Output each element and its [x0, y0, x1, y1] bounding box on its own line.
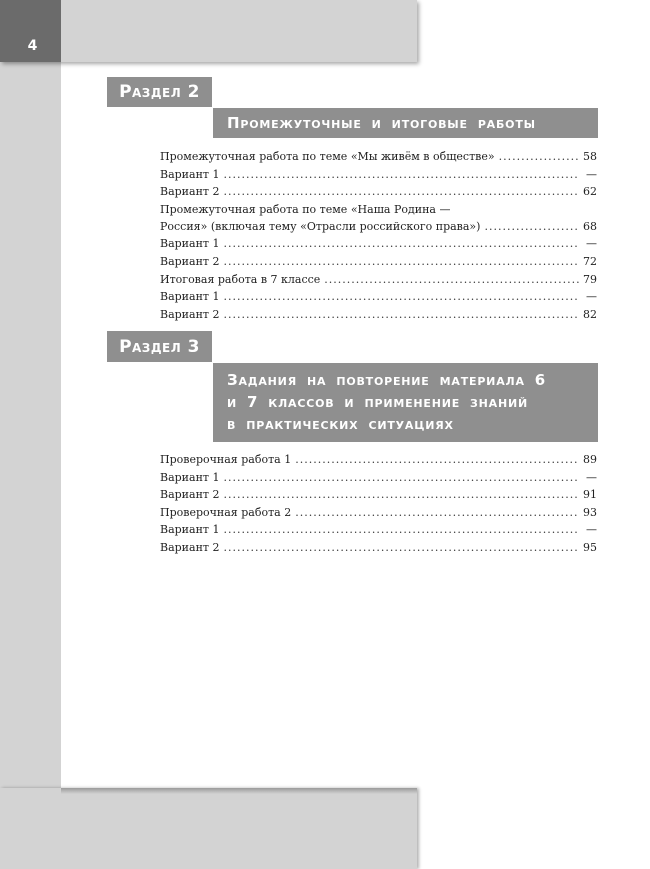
entry-title: Проверочная работа 2	[160, 505, 292, 519]
entry-title: Вариант 2	[160, 254, 220, 268]
dot-leader	[224, 185, 580, 198]
toc-entry-line1[interactable]	[160, 203, 597, 220]
entry-title: Вариант 1	[160, 523, 220, 537]
toc-entry[interactable]	[160, 237, 597, 255]
bottom-margin-band	[0, 788, 417, 869]
entry-page: —	[586, 167, 597, 181]
entry-title: Вариант 1	[160, 470, 220, 484]
entry-title: Промежуточная работа по теме «Мы живём в обществе»	[160, 150, 495, 163]
entry-title: Россия» (включая тему «Отрасли российского права»)	[160, 219, 481, 233]
entry-page: 93	[583, 505, 597, 519]
dot-leader	[324, 273, 579, 286]
toc-entry[interactable]	[160, 290, 597, 308]
entry-page: 79	[583, 272, 597, 286]
entry-title: Проверочная работа 1	[160, 453, 292, 466]
toc-entry[interactable]	[160, 523, 597, 541]
entry-page: —	[586, 470, 597, 484]
entry-title: Вариант 1	[160, 237, 220, 251]
entry-page: 82	[583, 307, 597, 321]
entry-title: Вариант 2	[160, 307, 220, 321]
toc-entry[interactable]	[160, 273, 597, 291]
entry-page: 72	[583, 254, 597, 268]
dot-leader	[295, 506, 579, 519]
entry-page: —	[586, 237, 597, 251]
toc-entry[interactable]	[160, 308, 597, 326]
entry-title-line1: Промежуточная работа по теме «Наша Родина —	[160, 202, 451, 216]
entry-page: 91	[583, 488, 597, 502]
dot-leader	[224, 168, 580, 181]
dot-leader	[224, 541, 580, 554]
dot-leader	[224, 471, 580, 484]
section-title-line: Задания на повторение материала 6	[227, 371, 547, 389]
toc-entry[interactable]	[160, 220, 597, 238]
toc-entry[interactable]	[160, 471, 597, 489]
entry-page: —	[586, 290, 597, 304]
toc-entry[interactable]	[160, 488, 597, 506]
page-number: 4	[27, 38, 38, 54]
dot-leader	[499, 150, 579, 163]
toc-entry[interactable]	[160, 255, 597, 273]
section-3-title	[213, 363, 598, 442]
entry-page: 68	[583, 219, 597, 233]
dot-leader	[484, 220, 579, 233]
entry-page: —	[586, 523, 597, 537]
entry-title: Итоговая работа в 7 классе	[160, 272, 321, 286]
section-3-label: Раздел 3	[107, 331, 212, 362]
dot-leader	[224, 308, 580, 321]
page-number-box	[0, 0, 61, 62]
toc-entry[interactable]	[160, 453, 597, 471]
entry-title: Вариант 2	[160, 488, 220, 502]
section-2-label: Раздел 2	[107, 77, 212, 107]
left-margin-band	[0, 0, 61, 869]
entry-title: Вариант 1	[160, 167, 220, 181]
dot-leader	[295, 453, 579, 466]
entry-title: Вариант 1	[160, 290, 220, 304]
section-title-line: Промежуточные и итоговые работы	[227, 114, 536, 132]
entry-page: 89	[583, 453, 597, 466]
entry-page: 95	[583, 540, 597, 554]
dot-leader	[224, 488, 580, 501]
section-title-line: и 7 классов и применение знаний	[227, 393, 529, 411]
dot-leader	[224, 237, 580, 250]
toc-entry[interactable]	[160, 541, 597, 559]
section-title-line: в практических ситуациях	[227, 415, 454, 433]
dot-leader	[224, 290, 580, 303]
toc-entry[interactable]	[160, 185, 597, 203]
entry-title: Вариант 2	[160, 540, 220, 554]
entry-page: 58	[583, 150, 597, 163]
dot-leader	[224, 255, 580, 268]
section-2-toc	[160, 150, 597, 325]
entry-title: Вариант 2	[160, 185, 220, 199]
section-2-title	[213, 108, 598, 138]
toc-entry[interactable]	[160, 168, 597, 186]
bottom-shadow	[61, 788, 417, 794]
toc-entry[interactable]	[160, 150, 597, 168]
toc-entry[interactable]	[160, 506, 597, 524]
entry-page: 62	[583, 185, 597, 199]
section-3-toc	[160, 453, 597, 559]
dot-leader	[224, 523, 580, 536]
